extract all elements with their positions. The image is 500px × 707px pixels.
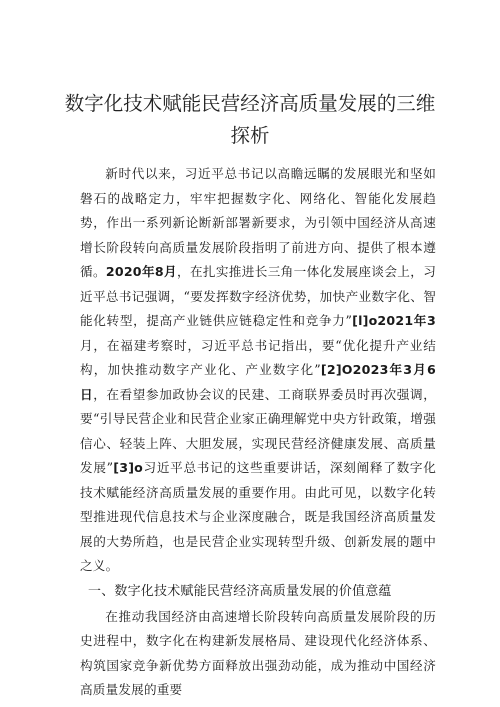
intro-paragraph [80, 162, 436, 579]
text-run: 月，在福建考察时，习近平总书记指出，要“优化提升产业结构，加快推动数字产业化、产业数字化” [80, 337, 436, 377]
text-run: ，在扎实推进长三角一体化发展座谈会上，习近平总书记强调，“要发挥数字经济优势，加快产业数字化、智能化转型，提高产业链供应链稳定性和竞争力” [80, 264, 436, 328]
text-run: 新时代以来，习近平总书记以高瞻远瞩的发展眼光和坚如磐石的战略定力，牢牢把握数字化、网络化、智能化发展趋势，作出一系列新论断新部署新要求，为引领中国经济从高速增长阶段转向高质量发展阶段指明了前进方向、提供了根本遵循。 [80, 166, 436, 279]
document-body [80, 162, 436, 703]
bold-run: 2020年8月 [105, 264, 177, 279]
bold-run: [2]O2023年3 [320, 362, 413, 377]
text-run: ，在看望参加政协会议的民建、工商联界委员时再次强调，要“引导民营企业和民营企业家正确理解党中央方针政策，增强信心、轻装上阵、大胆发展，实现民营经济健康发展、高质量发展” [80, 386, 436, 475]
text-run: 习近平总书记的这些重要讲话，深刻阐释了数字化技术赋能经济高质量发展的重要作用。由此可见，以数字化转型推进现代信息技术与企业深度融合，既是我国经济高质量发展的大势所趋，也是民营企业实现转型升级、创新发展的题中之义。 [80, 460, 436, 573]
bold-run: [3]o [113, 460, 144, 475]
document-title: 数字化技术赋能民营经济高质量发展的三维探析 [64, 92, 436, 147]
bold-run: 月6日 [80, 362, 436, 402]
section-paragraph: 在推动我国经济由高速增长阶段转向高质量发展阶段的历史进程中，数字化在构建新发展格局、建设现代化经济体系、构筑国家竞争新优势方面释放出强劲动能，成为推动中国经济高质量发展的重要 [80, 608, 436, 697]
section-heading: 一、数字化技术赋能民营经济高质量发展的价值意蕴 [88, 583, 392, 599]
bold-run: [l]o2021年3 [352, 313, 437, 328]
